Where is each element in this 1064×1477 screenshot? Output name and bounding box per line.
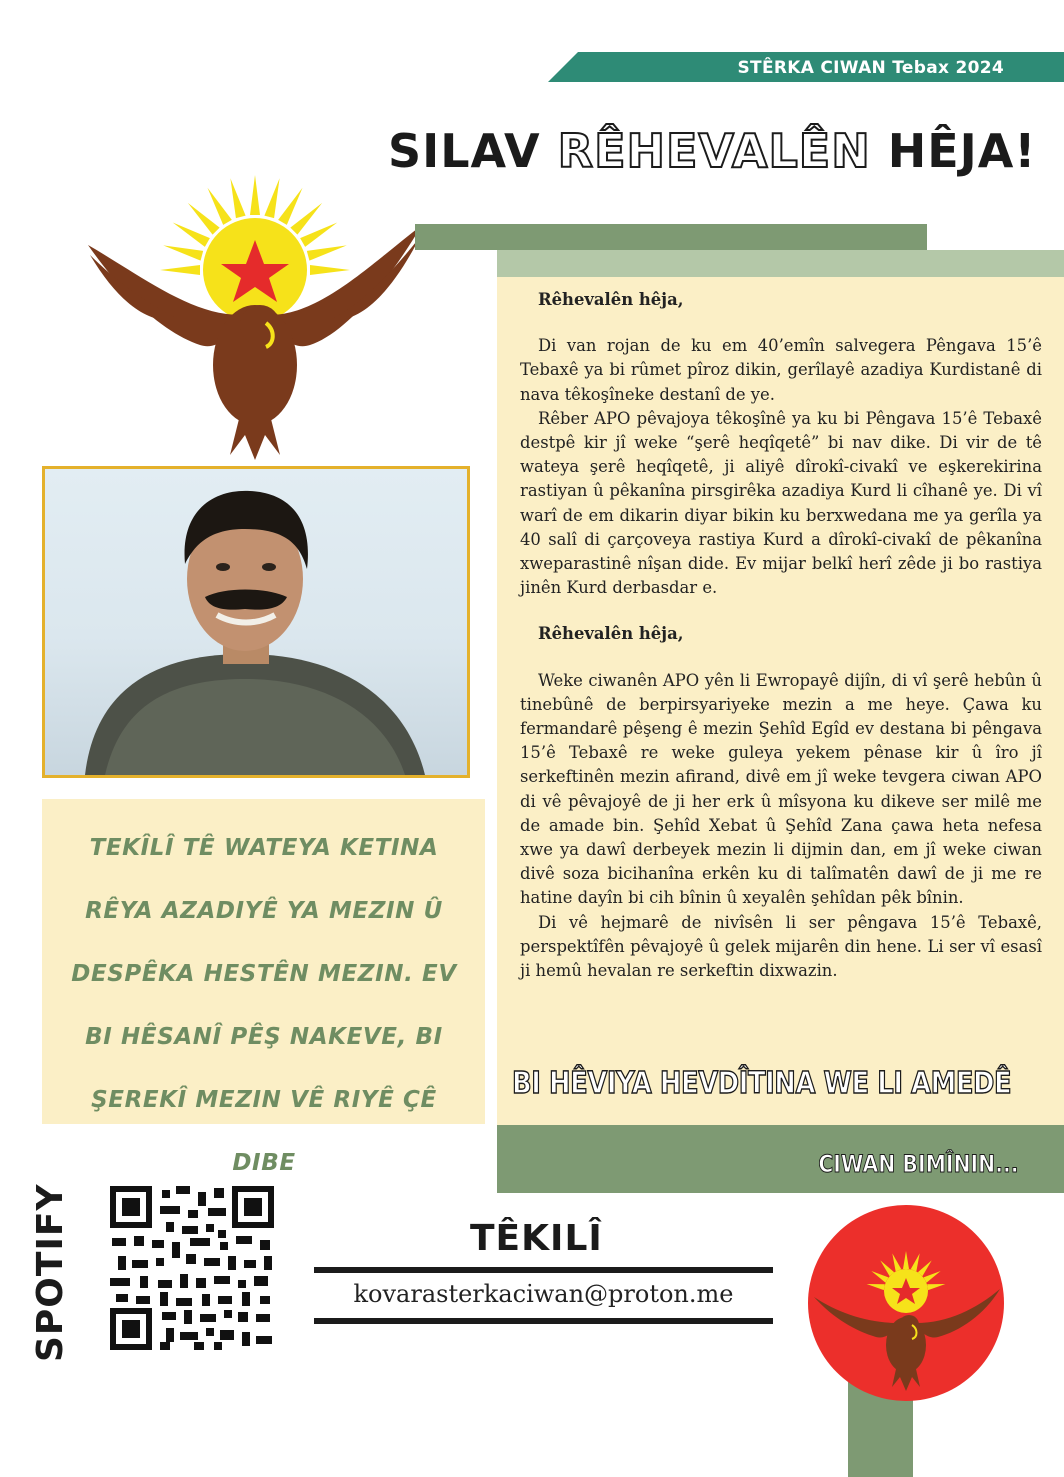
headline-part1: SILAV [388,124,558,178]
banner-text: STÊRKA CIWAN Tebax 2024 [737,58,1004,78]
eagle-sun-round-logo [808,1205,1004,1401]
letter-greeting-1: Rêhevalên hêja, [538,290,684,309]
issue-banner [548,52,1064,82]
photo-frame [42,466,470,778]
letter-paragraph-2: Rêber APO pêvajoya têkoşînê ya ku bi Pêngava 15’ê Tebaxê destpê kir jî weke “şerê heqîqetê” bi nav dike. Di vir de tê wateya şerê heqîqetê, ji aliyê dîrokî-civakî ve eşkerekirina rastiyan û pêkanîna pirsgirêka azadiya Kurd li cîhanê ye. Di vî warî de em dikarin diyar bikin ku berxwedana me ya gerîla ya 40 salî di çarçoveya rastiya Kurd a dîrokî-civakî de pêkanîna xweparastinê nîşan dide. Ev mijar belkî herî zêde ji bo rastiya jinên Kurd derbasdar e. [520,408,1042,598]
header-bar-light [497,250,1064,277]
headline-part2: RÊHEVALÊN [557,124,871,178]
qr-code[interactable] [110,1186,274,1350]
contact-divider-top [314,1267,773,1273]
contact-email[interactable]: kovarasterkaciwan@proton.me [353,1280,734,1308]
eagle-sun-logo [80,165,430,465]
quote-text: TEKÎLÎ TÊ WATEYA KETINA RÊYA AZADIYÊ YA MEZIN Û DESPÊKA HESTÊN MEZIN. EV BI HÊSANÎ PÊŞ NAKEVE, BI ŞEREKÎ MEZIN VÊ RIYÊ ÇÊ DIBE [71,835,457,1176]
letter-greeting-2: Rêhevalên hêja, [538,624,684,644]
portrait-photo [45,469,467,775]
headline-part3: HÊJA! [870,124,1037,178]
page-headline [388,124,1037,178]
contact-title: TÊKILÎ [470,1218,603,1259]
header-bar-dark [415,224,927,250]
spotify-label: SPOTIFY [30,1183,71,1362]
closing-line: BI HÊVIYA HEVDÎTINA WE LI AMEDÊ [512,1066,1012,1101]
contact-divider-bottom [314,1318,773,1324]
signoff-text: CIWAN BIMÎNIN... [817,1150,1018,1178]
quote-panel [42,799,485,1176]
letter-paragraph-1: Di van rojan de ku em 40’emîn salvegera Pêngava 15’ê Tebaxê ya bi rûmet pîroz dikin, gerîlayê azadiya Kurdistanê di nava têkoşîneke destanî de ye. [520,336,1042,404]
letter-body [520,288,1042,983]
letter-paragraph-4: Di vê hejmarê de nivîsên li ser pêngava 15’ê Tebaxê, perspektîfên pêvajoyê û gelek mijarên din hene. Li ser vî esasî ji hemû hevalan re serkeftin dixwazin. [520,912,1042,981]
letter-paragraph-3: Weke ciwanên APO yên li Ewropayê dijîn, di vî şerê hebûn û tinebûnê de berpirsyariyeke mezin a me heye. Çawa ku fermandarê pêşeng ê mezin Şehîd Egîd ev destana bi pêngava 15’ê Tebaxê re weke guleya yekem pênase kir û îro jî serkeftinên mezin afirand, divê em jî weke tevgera ciwan APO di vê pêvajoyê de ji her erk û mîsyona ku dikeve ser milê me de amade bin. Şehîd Xebat û Şehîd Zana çawa heta nefesa xwe ya dawî derbeyek mezin li dijmin dan, em jî weke ciwan divê soza bicihanîna erkên ku di talîmatên dawî de ji me re hatine dayîn bi cih bînin û xeyalên şehîdan pêk bînin. [520,670,1042,908]
